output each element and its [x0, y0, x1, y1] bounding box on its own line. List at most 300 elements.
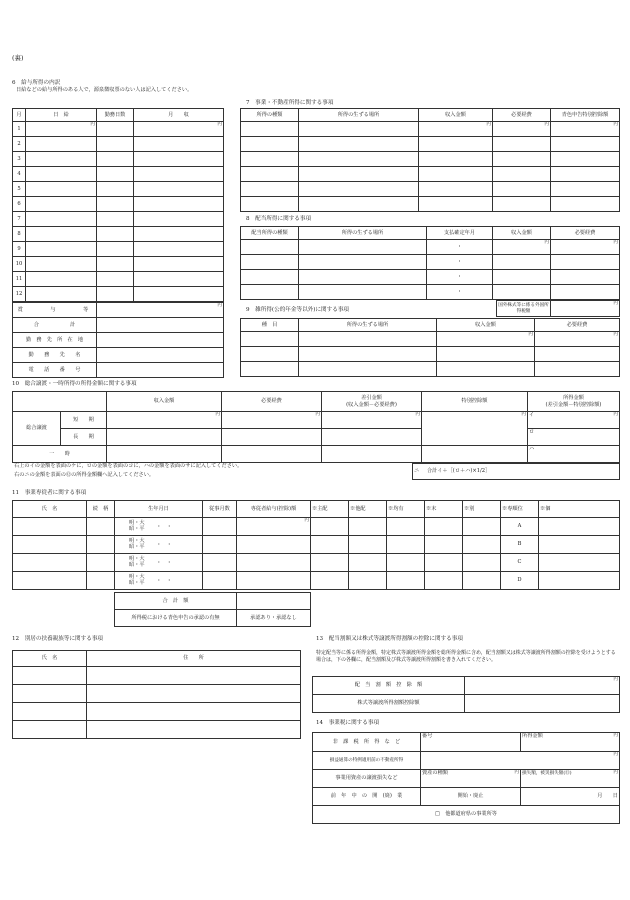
misc-kind-cell[interactable]	[241, 347, 299, 362]
header-income-place: 所得の生ずる場所	[299, 109, 419, 122]
birthdate-cell[interactable]	[115, 536, 203, 554]
mark-ha: ハ	[529, 446, 535, 452]
header-gain-expense: 必要経費	[222, 392, 322, 412]
income-place-cell[interactable]	[299, 197, 419, 212]
misc-income-table	[240, 318, 620, 377]
income-amount-cell[interactable]	[419, 152, 493, 167]
dividend-income-cell[interactable]	[493, 270, 551, 285]
phone-field[interactable]	[97, 363, 224, 378]
income-amount-cell[interactable]	[419, 182, 493, 197]
dividend-kind-cell[interactable]	[241, 240, 299, 255]
header-dependent-name: 氏 名	[13, 651, 87, 667]
short-expense-cell[interactable]: 円	[222, 412, 322, 429]
blue-deduction-cell[interactable]	[551, 152, 620, 167]
equal-cell[interactable]	[387, 518, 425, 536]
header-dividend-income: 収入金額	[493, 227, 551, 240]
main-spouse-cell[interactable]	[311, 572, 349, 590]
header-separate: ※別	[463, 501, 501, 518]
misc-place-cell[interactable]	[299, 332, 437, 347]
employee-pay-cell[interactable]	[237, 554, 311, 572]
stock-deduction-label: 株式等譲渡所得割額控除額	[313, 695, 465, 713]
dividend-place-cell[interactable]	[299, 285, 427, 300]
era-line-1: 明・大	[129, 573, 145, 580]
header-monthly-income: 月 収	[134, 109, 224, 122]
income-kind-cell[interactable]	[241, 167, 299, 182]
dividend-expense-cell[interactable]	[551, 270, 620, 285]
order-cell[interactable]: D	[501, 572, 539, 590]
work-days-cell[interactable]	[97, 137, 134, 152]
employee-name-cell[interactable]	[13, 518, 87, 536]
equal-cell[interactable]	[387, 554, 425, 572]
work-days-cell[interactable]	[97, 167, 134, 182]
monthly-income-cell[interactable]	[134, 257, 224, 272]
asset-loss-cell[interactable]	[521, 770, 620, 788]
dividend-expense-cell[interactable]	[551, 285, 620, 300]
order-cell[interactable]: B	[501, 536, 539, 554]
birthdate-cell[interactable]	[115, 572, 203, 590]
other-spouse-cell[interactable]	[349, 518, 387, 536]
month-row-label: 11	[13, 272, 26, 287]
section-10-title: 10 総合譲渡・一時所得の所得金額に関する事項	[12, 381, 137, 387]
dividend-kind-cell[interactable]	[241, 285, 299, 300]
header-gain-income: 収入金額	[107, 392, 222, 412]
relation-cell[interactable]	[87, 554, 115, 572]
mark-i: イ	[529, 412, 535, 418]
foreign-tax-label: 国外株式等に係る外国所得税額	[497, 301, 551, 317]
header-end: ※末	[425, 501, 463, 518]
dependents-table	[12, 650, 301, 739]
long-expense-cell[interactable]	[222, 429, 322, 446]
short-income-cell[interactable]: 円	[107, 412, 222, 429]
monthly-income-cell[interactable]	[134, 152, 224, 167]
bonus-amount-cell[interactable]: 円	[97, 303, 224, 318]
header-dependent-address: 住 所	[87, 651, 301, 667]
daily-wage-cell[interactable]	[26, 167, 97, 182]
payment-date-cell[interactable]: ・	[427, 285, 493, 300]
header-misc-expense: 必要経費	[535, 319, 620, 332]
dependent-address-cell[interactable]	[87, 685, 301, 703]
employee-name-cell[interactable]	[13, 572, 87, 590]
work-days-cell[interactable]	[97, 257, 134, 272]
work-days-cell[interactable]	[97, 197, 134, 212]
once-special-cell[interactable]	[422, 446, 528, 463]
work-days-cell[interactable]	[97, 152, 134, 167]
dividend-place-cell[interactable]	[299, 240, 427, 255]
era-choice	[129, 575, 145, 586]
header-work-months: 従事月数	[203, 501, 237, 518]
era-line-2: 昭・平	[129, 525, 145, 532]
daily-wage-cell[interactable]	[26, 287, 97, 302]
dividend-place-cell[interactable]	[299, 270, 427, 285]
header-gain-result	[528, 392, 620, 412]
realestate-income-cell[interactable]: 円	[421, 752, 620, 770]
open-close-date-cell[interactable]: 月 日	[521, 788, 620, 806]
stock-deduction-cell[interactable]	[465, 695, 620, 713]
main-spouse-cell[interactable]	[311, 554, 349, 572]
foreign-tax-cell[interactable]: 円	[551, 301, 620, 317]
dependent-address-cell[interactable]	[87, 721, 301, 739]
misc-place-cell[interactable]	[299, 347, 437, 362]
family-employee-table	[12, 500, 620, 590]
relation-cell[interactable]	[87, 536, 115, 554]
corner-cell	[13, 392, 107, 412]
pay-total-label: 合 計 額	[115, 593, 237, 610]
work-days-cell[interactable]	[97, 227, 134, 242]
total-label: 合 計	[13, 318, 97, 333]
order-cell[interactable]: C	[501, 554, 539, 572]
employee-pay-cell[interactable]: 円	[237, 518, 311, 536]
daily-wage-cell[interactable]	[26, 152, 97, 167]
work-days-cell[interactable]	[97, 287, 134, 302]
short-diff-cell[interactable]: 円	[322, 412, 422, 429]
misc-income-cell[interactable]: 円	[437, 332, 535, 347]
once-diff-cell[interactable]	[322, 446, 422, 463]
dividend-deduction-label: 配 当 割 額 控 除 額	[313, 677, 465, 695]
monthly-income-cell[interactable]	[134, 182, 224, 197]
income-kind-cell[interactable]	[241, 197, 299, 212]
salary-summary-table	[12, 302, 224, 378]
header-dividend-expense: 必要経費	[551, 227, 620, 240]
birthdate-cell[interactable]	[115, 518, 203, 536]
income-place-cell[interactable]	[299, 122, 419, 137]
work-days-cell[interactable]	[97, 182, 134, 197]
employee-name-cell[interactable]	[13, 536, 87, 554]
total-formula-table	[412, 463, 620, 480]
separate-cell[interactable]	[463, 518, 501, 536]
blue-approval-label: 所得税における青色申告の承認の有無	[115, 610, 237, 627]
dividend-kind-cell[interactable]	[241, 270, 299, 285]
header-misc-income: 収入金額	[437, 319, 535, 332]
misc-income-cell[interactable]	[437, 347, 535, 362]
mark-ro: ロ	[529, 429, 535, 435]
bonus-label: 賞 与 等	[13, 303, 97, 318]
header-order: ※専順位	[501, 501, 539, 518]
once-expense-cell[interactable]	[222, 446, 322, 463]
daily-wage-cell[interactable]	[26, 272, 97, 287]
individual-cell[interactable]	[539, 572, 620, 590]
era-line-1: 明・大	[129, 537, 145, 544]
header-dividend-place: 所得の生ずる場所	[299, 227, 427, 240]
office-name-label: 勤 務 先 名	[13, 348, 97, 363]
income-kind-cell[interactable]	[241, 137, 299, 152]
end-cell[interactable]	[425, 572, 463, 590]
other-spouse-cell[interactable]	[349, 554, 387, 572]
work-months-cell[interactable]	[203, 536, 237, 554]
other-spouse-cell[interactable]	[349, 536, 387, 554]
header-equal: ※均有	[387, 501, 425, 518]
header-misc-place: 所得の生ずる場所	[299, 319, 437, 332]
header-employee-name: 氏 名	[13, 501, 87, 518]
dependent-name-cell[interactable]	[13, 685, 87, 703]
end-cell[interactable]	[425, 554, 463, 572]
section-8-title: 8 配当所得に関する事項	[246, 216, 312, 222]
date-dots: ・ ・	[156, 560, 172, 566]
salary-breakdown-table	[12, 108, 224, 302]
date-dots: ・ ・	[156, 542, 172, 548]
header-main-spouse: ※主配	[311, 501, 349, 518]
order-cell[interactable]: A	[501, 518, 539, 536]
birthdate-cell[interactable]	[115, 554, 203, 572]
income-place-cell[interactable]	[299, 167, 419, 182]
header-relation: 続 柄	[87, 501, 115, 518]
salary-total-cell[interactable]	[97, 318, 224, 333]
month-row-label: 12	[13, 287, 26, 302]
loss-amount-label: 損失額，被災損失額(⑪)	[522, 771, 572, 776]
long-diff-cell[interactable]	[322, 429, 422, 446]
daily-wage-cell[interactable]	[26, 197, 97, 212]
end-cell[interactable]	[425, 536, 463, 554]
misc-place-cell[interactable]	[299, 362, 437, 377]
special-deduction-cell[interactable]: 円	[422, 412, 528, 446]
dividend-income-cell[interactable]	[493, 255, 551, 270]
month-row-label: 7	[13, 212, 26, 227]
blue-deduction-cell[interactable]	[551, 167, 620, 182]
office-address-field[interactable]	[97, 333, 224, 348]
month-row-label: 8	[13, 227, 26, 242]
income-amount-cell[interactable]	[419, 197, 493, 212]
section-13-note: 特定配当等に係る所得金額，特定株式等譲渡所得金額を総所得金額に含め，配当割額又は株式等譲渡所得割額の控除を受けようとする場合は，下の各欄に，配当割額及び株式等譲渡所得割額を書き入れてください。	[316, 650, 616, 663]
phone-label: 電 話 番 号	[13, 363, 97, 378]
monthly-income-cell[interactable]	[134, 167, 224, 182]
dependent-name-cell[interactable]	[13, 667, 87, 685]
income-kind-cell[interactable]	[241, 122, 299, 137]
header-employee-pay: 専従者給与(控除)額	[237, 501, 311, 518]
separate-cell[interactable]	[463, 536, 501, 554]
month-row-label: 2	[13, 137, 26, 152]
employee-pay-cell[interactable]	[237, 536, 311, 554]
month-row-label: 10	[13, 257, 26, 272]
payment-date-cell[interactable]: ・	[427, 255, 493, 270]
expense-cell[interactable]	[493, 152, 551, 167]
header-work-days: 勤務日数	[97, 109, 134, 122]
monthly-income-cell[interactable]	[134, 227, 224, 242]
office-name-field[interactable]	[97, 348, 224, 363]
business-income-table	[240, 108, 620, 212]
payment-date-cell[interactable]: ・	[427, 240, 493, 255]
misc-income-cell[interactable]	[437, 362, 535, 377]
dividend-place-cell[interactable]	[299, 255, 427, 270]
equal-cell[interactable]	[387, 572, 425, 590]
misc-expense-cell[interactable]: 円	[535, 332, 620, 347]
income-amount-cell[interactable]	[419, 137, 493, 152]
work-days-cell[interactable]	[97, 272, 134, 287]
blue-deduction-cell[interactable]	[551, 197, 620, 212]
other-prefecture-checkbox[interactable]: □ 他都道府県の事業所等	[313, 806, 620, 824]
era-choice	[129, 539, 145, 550]
month-row-label: 9	[13, 242, 26, 257]
income-place-cell[interactable]	[299, 152, 419, 167]
nontaxable-amount-cell[interactable]	[521, 733, 620, 752]
monthly-income-cell[interactable]	[134, 197, 224, 212]
era-line-1: 明・大	[129, 519, 145, 526]
open-close-choice[interactable]: 開始・廃止	[421, 788, 521, 806]
separate-cell[interactable]	[463, 554, 501, 572]
asset-loss-label: 事業用資産の譲渡損失など	[313, 770, 421, 788]
income-kind-cell[interactable]	[241, 152, 299, 167]
work-months-cell[interactable]	[203, 518, 237, 536]
short-term-label: 短 期	[61, 412, 107, 429]
expense-cell[interactable]	[493, 182, 551, 197]
section-6-title: 6 給与所得の内訳	[12, 80, 61, 86]
blue-deduction-cell[interactable]	[551, 137, 620, 152]
realestate-income-label: 損益通算の特例適用前の不動産所得	[313, 752, 421, 770]
income-amount-cell[interactable]	[419, 167, 493, 182]
header-income-amount: 収入金額	[419, 109, 493, 122]
dependent-name-cell[interactable]	[13, 703, 87, 721]
foreign-tax-table	[496, 300, 620, 317]
date-dots: ・ ・	[156, 524, 172, 530]
dividend-income-table	[240, 226, 620, 300]
relation-cell[interactable]	[87, 572, 115, 590]
dependent-name-cell[interactable]	[13, 721, 87, 739]
daily-wage-cell[interactable]	[26, 242, 97, 257]
unit-yen: 円	[514, 770, 519, 775]
main-spouse-cell[interactable]	[311, 518, 349, 536]
work-days-cell[interactable]	[97, 242, 134, 257]
blue-deduction-cell[interactable]: 円	[551, 122, 620, 137]
income-place-cell[interactable]	[299, 182, 419, 197]
dividend-deduction-cell[interactable]: 円	[465, 677, 620, 695]
nontaxable-number-cell[interactable]	[421, 733, 521, 752]
section-12-title: 12 別居の扶養親族等に関する事項	[12, 636, 104, 642]
work-months-cell[interactable]	[203, 572, 237, 590]
header-gain-special: 特別控除額	[422, 392, 528, 412]
month-row-label: 3	[13, 152, 26, 167]
era-choice	[129, 557, 145, 568]
month-row-label: 5	[13, 182, 26, 197]
total-formula-cell[interactable]	[413, 464, 620, 480]
daily-wage-cell[interactable]	[26, 227, 97, 242]
blue-approval-choice[interactable]: 承認あり・承認なし	[237, 610, 311, 627]
misc-expense-cell[interactable]	[535, 347, 620, 362]
section-10-note-1: 右上のイの金額を表面のケに，ロの金額を表面のコに，ハの金額を表面のサに記入してください。	[14, 463, 243, 469]
monthly-income-cell[interactable]	[134, 137, 224, 152]
main-spouse-cell[interactable]	[311, 536, 349, 554]
page-side-label: (裏)	[12, 54, 24, 62]
dividend-expense-cell[interactable]: 円	[551, 240, 620, 255]
capital-gain-table	[12, 391, 620, 463]
dividend-income-cell[interactable]: 円	[493, 240, 551, 255]
work-months-cell[interactable]	[203, 554, 237, 572]
diff-label: 差引金額	[361, 395, 382, 402]
header-birthdate: 生年月日	[115, 501, 203, 518]
comprehensive-transfer-label: 総合譲渡	[13, 412, 61, 446]
monthly-income-cell[interactable]	[134, 212, 224, 227]
misc-kind-cell[interactable]	[241, 362, 299, 377]
dividend-kind-cell[interactable]	[241, 255, 299, 270]
era-line-2: 昭・平	[129, 543, 145, 550]
daily-wage-cell[interactable]	[26, 212, 97, 227]
long-term-label: 長 期	[61, 429, 107, 446]
employee-pay-cell[interactable]	[237, 572, 311, 590]
relation-cell[interactable]	[87, 518, 115, 536]
section-11-title: 11 事業専従者に関する事項	[12, 490, 87, 496]
sum-formula: 合計イ＋［(ロ＋ハ)×1/2］	[426, 468, 491, 475]
business-open-close-label: 前 年 中 の 開 (廃) 業	[313, 788, 421, 806]
monthly-income-cell[interactable]: 円	[134, 122, 224, 137]
header-daily-wage: 日 給	[26, 109, 97, 122]
header-misc-kind: 種 目	[241, 319, 299, 332]
daily-wage-cell[interactable]: 円	[26, 122, 97, 137]
individual-cell[interactable]	[539, 518, 620, 536]
section-14-title: 14 事業税に関する事項	[316, 720, 380, 726]
expense-cell[interactable]	[493, 137, 551, 152]
section-9-title: 9 雑所得(公的年金等以外)に関する事項	[246, 307, 350, 313]
era-line-2: 昭・平	[129, 579, 145, 586]
result-sub-label: (差引金額－特別控除額)	[545, 401, 602, 408]
header-month: 月	[13, 109, 26, 122]
income-amount-cell[interactable]: 円	[419, 122, 493, 137]
result-i-cell[interactable]	[528, 412, 620, 429]
employee-total-table	[114, 592, 311, 627]
expense-cell[interactable]	[493, 197, 551, 212]
daily-wage-cell[interactable]	[26, 182, 97, 197]
era-line-2: 昭・平	[129, 561, 145, 568]
section-13-title: 13 配当割額又は株式等譲渡所得割額の控除に関する事項	[316, 636, 463, 642]
blue-deduction-cell[interactable]	[551, 182, 620, 197]
month-row-label: 6	[13, 197, 26, 212]
expense-cell[interactable]: 円	[493, 122, 551, 137]
misc-kind-cell[interactable]	[241, 332, 299, 347]
other-spouse-cell[interactable]	[349, 572, 387, 590]
header-individual: ※個	[539, 501, 620, 518]
dependent-address-cell[interactable]	[87, 703, 301, 721]
dividend-income-cell[interactable]	[493, 285, 551, 300]
dividend-expense-cell[interactable]	[551, 255, 620, 270]
income-kind-cell[interactable]	[241, 182, 299, 197]
misc-expense-cell[interactable]	[535, 362, 620, 377]
business-tax-table	[312, 732, 620, 824]
payment-date-cell[interactable]: ・	[427, 270, 493, 285]
number-label: 番号	[422, 733, 433, 739]
equal-cell[interactable]	[387, 536, 425, 554]
result-ro-cell[interactable]	[528, 429, 620, 446]
result-ha-cell[interactable]	[528, 446, 620, 463]
pay-total-cell[interactable]	[237, 593, 311, 610]
diff-sub-label: (収入金額－必要経費)	[346, 401, 397, 408]
monthly-income-cell[interactable]	[134, 242, 224, 257]
monthly-income-cell[interactable]	[134, 287, 224, 302]
month-row-label: 4	[13, 167, 26, 182]
work-days-cell[interactable]	[97, 212, 134, 227]
end-cell[interactable]	[425, 518, 463, 536]
individual-cell[interactable]	[539, 536, 620, 554]
header-dividend-kind: 配当所得の種類	[241, 227, 299, 240]
month-row-label: 1	[13, 122, 26, 137]
employee-name-cell[interactable]	[13, 554, 87, 572]
separate-cell[interactable]	[463, 572, 501, 590]
individual-cell[interactable]	[539, 554, 620, 572]
unit-yen: 円	[613, 412, 618, 417]
monthly-income-cell[interactable]	[134, 272, 224, 287]
dependent-address-cell[interactable]	[87, 667, 301, 685]
header-income-kind: 所得の種類	[241, 109, 299, 122]
daily-wage-cell[interactable]	[26, 257, 97, 272]
office-address-label: 勤 務 先 所 在 地	[13, 333, 97, 348]
header-other-spouse: ※他配	[349, 501, 387, 518]
expense-cell[interactable]	[493, 167, 551, 182]
once-income-cell[interactable]	[107, 446, 222, 463]
income-place-cell[interactable]	[299, 137, 419, 152]
asset-kind-cell[interactable]	[421, 770, 521, 788]
long-income-cell[interactable]	[107, 429, 222, 446]
daily-wage-cell[interactable]	[26, 137, 97, 152]
header-expense: 必要経費	[493, 109, 551, 122]
work-days-cell[interactable]	[97, 122, 134, 137]
header-blue-deduction: 青色申告特別控除額	[551, 109, 620, 122]
section-7-title: 7 事業・不動産所得に関する事項	[246, 100, 334, 106]
era-choice	[129, 521, 145, 532]
